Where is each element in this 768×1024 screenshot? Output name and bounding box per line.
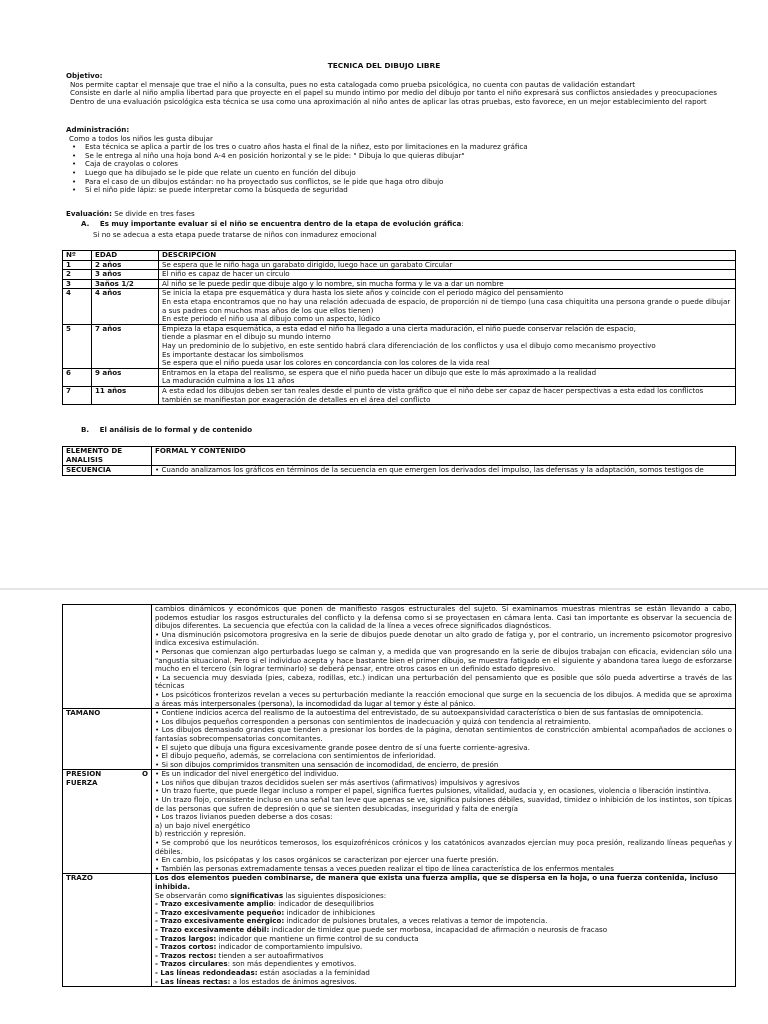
paragraph: cambios dinámicos y económicos que ponen de manifiesto rasgos estructurales del sujeto. Si examinamos muestras mientras se están llevando a cabo, podemos estudiar los rasgos estructurales del conflicto y la defensa como si se proyectasen en cámara lenta. Casi tan importante es observar la secuencia de dibujos diferentes. La secuencia que efectúa con la calidad de la línea a veces ofrece significados diagnósticos.: [155, 604, 732, 631]
definition: : son más dependientes y emotivos.: [227, 959, 357, 969]
list-item: • Caja de crayolas o colores: [85, 160, 736, 169]
label-text: FUERZA: [66, 777, 98, 787]
row-label-empty: [63, 605, 152, 709]
term: - Trazos largos:: [155, 933, 217, 943]
definition: indicador de comportamiento impulsivo.: [216, 942, 363, 952]
description-line: Se espera que el niño pueda usar los colores en concordancia con los colores de la vida real: [162, 358, 490, 368]
formal-table-continued: [62, 604, 736, 987]
row-content: [152, 709, 736, 770]
term: - Las líneas redondeadas:: [155, 967, 258, 977]
row-number: 6: [63, 368, 92, 386]
term: - Trazos cortos:: [155, 942, 217, 952]
definition: tienden a ser autoafirmativos: [216, 950, 324, 960]
row-label-trazo: TRAZO: [63, 874, 152, 987]
list-item: • Se le entrega al niño una hoja bond A-4 en posición horizontal y se le pide: " Dibuja lo que quieras dibujar": [85, 152, 736, 161]
table-row: [63, 270, 736, 280]
table-row: [63, 289, 736, 324]
description-line: Empieza la etapa esquemática, a esta edad el niño ha llegado a una cierta maduración, el niño puede conservar relación de espacio,: [162, 323, 636, 333]
objetivo-line: Nos permite captar el mensaje que trae el niño a la consulta, pues no esta catalogada como prueba psicológica, no cuenta con pautas de validación estandart: [70, 79, 636, 89]
definition: indicador de timidez que puede ser morbosa, incapacidad de afirmación o neurosis de fracaso: [269, 924, 608, 934]
definition: indicador de pulsiones brutales, a veces relativas a temor de impotencia.: [284, 916, 548, 926]
paragraph: • Un trazo flojo, consistente incluso en una señal tan leve que apenas se ve, significa pulsiones débiles, suavidad, timidez o inhibición de los instintos, son típicas de las personas que sufren de depresión o que se sienten desubicadas, inseguridad y falta de energía: [155, 795, 732, 813]
description-line: En esta etapa encontramos que no hay una relación adecuada de espacio, de proporción ni de tiempo (una casa chiquitita una persona grande o puede dibujar a sus padres con muchos mas años de los que ellos tienen): [162, 296, 731, 315]
col-header-descripcion: DESCRIPCION: [159, 251, 736, 261]
definition: indicador que mantiene un firme control de su conducta: [216, 933, 419, 943]
paragraph: • La secuencia muy desviada (pies, cabeza, rodillas, etc.) indican una perturbación del pensamiento que es posible que sólo pueda advertirse a través de las técnicas: [155, 672, 732, 691]
row-label-presion: [63, 770, 152, 874]
row-content: • Cuando analizamos los gráficos en términos de la secuencia en que emergen los derivados del impulso, las defensas y la adaptación, somos testigos de: [152, 466, 736, 476]
row-number: 1: [63, 260, 92, 270]
row-description: [159, 324, 736, 368]
row-age: 3años 1/2: [92, 279, 159, 289]
paragraph: • Contiene indicios acerca del realismo de la autoestima del entrevistado, de su autoexpansividad característica o bien de sus fantasías de omnipotencia.: [155, 708, 704, 718]
description-line: Al niño se le puede pedir que dibuje algo y lo nombre, sin mucha forma y le va a dar un nombre: [162, 278, 504, 288]
section-b-title: El análisis de lo formal y de contenido: [99, 425, 253, 434]
description-line: En este periodo el niño usa al dibujo como un aspecto, lúdico: [162, 314, 381, 324]
paragraph: • Los psicóticos fronterizos revelan a veces su perturbación mediante la reacción emocional que surge en la secuencia de los dibujos. A medida que se aproxima a áreas más interpersonales (persona), la incomodidad da lugar al temor y éste al pánico.: [155, 689, 732, 708]
table-row: [63, 770, 736, 874]
evaluacion-text: Se divide en tres fases: [111, 209, 195, 218]
row-label-tamano: TAMAÑO: [63, 709, 152, 770]
paragraph: • El sujeto que dibuja una figura excesivamente grande posee dentro de sí una fuerte corriente-agresiva.: [155, 742, 530, 752]
row-age: 3 años: [92, 270, 159, 280]
section-b-marker: B.: [81, 425, 90, 434]
table-header-row: [63, 251, 736, 261]
term: - Trazo excesivamente amplio: [155, 899, 274, 909]
paragraph: b) restricción y represión.: [155, 829, 246, 839]
label-text: PRESION: [66, 769, 102, 779]
section-a-note: Si no se adecua a esta etapa puede tratarse de niños con inmadurez emocional: [93, 230, 377, 239]
row-content: [152, 770, 736, 874]
objetivo-line: Dentro de una evaluación psicológica esta técnica se usa como una aproximación al niño antes de aplicar las otras pruebas, esto favorece, en un mejor establecimiento del raport: [70, 96, 707, 106]
row-number: 4: [63, 289, 92, 324]
row-description: [159, 270, 736, 280]
paragraph: • Es un indicador del nivel energético del individuo.: [155, 769, 339, 779]
row-number: 3: [63, 279, 92, 289]
paragraph: Los dos elementos pueden combinarse, de manera que exista una fuerza amplia, que se dispersa en la hoja, o una fuerza contenida, incluso inhibida.: [155, 873, 718, 891]
table-row: [63, 605, 736, 709]
term: - Trazo excesivamente pequeño:: [155, 907, 285, 917]
section-a-marker: A.: [81, 219, 90, 228]
paragraph: • En cambio, los psicópatas y los casos orgánicos se caracterizan por ejercer una fuerte presión.: [155, 855, 499, 865]
term: - Trazos rectos:: [155, 950, 217, 960]
administracion-section: [66, 126, 736, 195]
paragraph: • Los dibujos demasiado grandes que tienden a presionar los bordes de la página, denotan sentimientos de constricción ambiental acompañados de acciones o fantasías sobrecompensatorias concomitantes.: [155, 725, 732, 743]
objetivo-section: [66, 72, 736, 106]
description-line: Entramos en la etapa del realismo, se espera que el niño pueda hacer un dibujo que este lo más aproximado a la realidad: [162, 367, 597, 377]
paragraph: • Los dibujos pequeños corresponden a personas con sentimientos de inadecuación y quizá con tendencia al retraimiento.: [155, 716, 591, 726]
row-description: [159, 368, 736, 386]
list-item: • Esta técnica se aplica a partir de los tres o cuatro años hasta el final de la niñez, esto por limitaciones en la madurez gráfica: [85, 143, 736, 152]
document-title: TECNICA DEL DIBUJO LIBRE: [327, 61, 441, 70]
evaluacion-line: [66, 210, 736, 219]
formal-table: [62, 446, 736, 476]
paragraph: • Si son dibujos comprimidos transmiten una sensación de incomodidad, de encierro, de presión: [155, 759, 499, 769]
table-header-row: [63, 447, 736, 466]
list-item: [155, 978, 732, 987]
paragraph: • Los trazos livianos pueden deberse a dos cosas:: [155, 812, 333, 822]
list-item: • Luego que ha dibujado se le pide que relate un cuento en función del dibujo: [85, 169, 736, 178]
table-row: [63, 324, 736, 368]
row-number: 5: [63, 324, 92, 368]
term: - Trazo excesivamente débil:: [155, 924, 270, 934]
administracion-intro: Como a todos los niños les gusta dibujar: [69, 133, 213, 143]
label-text: O: [141, 769, 148, 779]
row-age: 9 años: [92, 368, 159, 386]
table-row: [63, 709, 736, 770]
paragraph: • El dibujo pequeño, además, se correlaciona con sentimientos de inferioridad.: [155, 751, 436, 761]
description-line: La maduración culmina a los 11 años: [162, 376, 295, 386]
row-age: 7 años: [92, 324, 159, 368]
table-row: [63, 386, 736, 404]
definition: a los estados de ánimos agresivos.: [230, 976, 357, 986]
row-age: 2 años: [92, 260, 159, 270]
administracion-list: [66, 143, 736, 195]
list-item: • Si el niño pide lápiz: se puede interpretar como la búsqueda de seguridad: [85, 186, 736, 195]
col-header-formal: FORMAL Y CONTENIDO: [152, 447, 736, 466]
row-label-secuencia: SECUENCIA: [63, 466, 152, 476]
row-content: [152, 605, 736, 709]
paragraph: • Personas que comienzan algo perturbadas luego se calman y, a medida que van progresando en la serie de dibujos trabajan con eficacia, evidencian sólo una "angustia situacional. Pero si el individuo acepta y hace bastante bien el primer dibujo, se muestra fatigado en el siguiente y abandona tarea luego de esforzarse mucho en el tercero (sin lograr terminarlo) se deberá pensar, entre otros casos en un definido estado depresivo.: [155, 646, 732, 674]
row-description: [159, 289, 736, 324]
table-row: [63, 368, 736, 386]
paragraph: • También las personas extremadamente tensas a veces pueden realizar el tipo de línea característica de los enfermos mentales: [155, 863, 614, 873]
paragraph: • Una disminución psicomotora progresiva en la serie de dibujos puede denotar un alto grado de fatiga y, por el contrario, un incremento psicomotor progresivo indica excesiva estimulación.: [155, 629, 732, 648]
col-header-elemento: ELEMENTO DE ANALISIS: [63, 447, 152, 466]
description-line: tiende a plasmar en el dibujo su mundo interno: [162, 332, 331, 342]
objetivo-label: Objetivo:: [66, 71, 103, 80]
description-line: Hay un predominio de lo subjetivo, en este sentido habrá clara diferenciación de los conflictos y usa el dibujo como mecanismo proyectivo: [162, 340, 656, 350]
definition: indicador de inhibiciones: [284, 907, 375, 917]
term: - Trazo excesivamente enérgico:: [155, 916, 285, 926]
row-number: 7: [63, 386, 92, 404]
evaluacion-label: Evaluación:: [66, 209, 112, 218]
col-header-n: Nº: [63, 251, 92, 261]
definition: : indicador de desequilibrios: [273, 899, 374, 909]
section-b-heading: [81, 426, 252, 435]
row-content: [152, 874, 736, 987]
term: - Trazos circulares: [155, 959, 228, 969]
list-item: • Para el caso de un dibujos estándar: no ha proyectado sus conflictos, se le pide que haga otro dibujo: [85, 178, 736, 187]
table-row: [63, 874, 736, 987]
stage-table: [62, 250, 736, 405]
description-line: Es importante destacar los simbolismos: [162, 349, 304, 359]
section-a-colon: :: [461, 219, 464, 228]
section-a-title: Es muy importante evaluar si el niño se encuentra dentro de la etapa de evolución gráfica: [99, 219, 462, 228]
description-line: A esta edad los dibujos deben ser tan reales desde el punto de vista gráfico que el niño debe ser capaz de hacer perspectivas a esta edad los conflictos también se manifiestan por exageración de detalles en el área del conflicto: [162, 385, 704, 404]
row-description: [159, 386, 736, 404]
description-line: Se espera que le niño haga un garabato dirigido, luego hace un garabato Circular: [162, 259, 453, 269]
row-age: 11 años: [92, 386, 159, 404]
paragraph: • Los niños que dibujan trazos decididos suelen ser más asertivos (afirmativos) impulsivos y agresivos: [155, 777, 520, 787]
section-a-heading: [81, 220, 741, 229]
term: - Las líneas rectas:: [155, 976, 231, 986]
description-line: El niño es capaz de hacer un círculo: [162, 269, 290, 279]
text-span: significativas: [230, 890, 284, 900]
paragraph: • Se comprobó que los neuróticos temerosos, los esquizofrénicos crónicos y los catatónicos avanzados ejercían muy poca presión, realizando líneas pequeñas y débiles.: [155, 838, 732, 856]
row-number: 2: [63, 270, 92, 280]
text-span: Se observarán como: [155, 890, 231, 900]
administracion-label: Administración:: [66, 125, 130, 134]
definition: están asociadas a la feminidad: [257, 967, 370, 977]
row-age: 4 años: [92, 289, 159, 324]
paragraph: a) un bajo nivel energético: [155, 820, 251, 830]
text-span: las siguientes disposiciones:: [283, 890, 387, 900]
paragraph: • Un trazo fuerte, que puede llegar incluso a romper el papel, significa fuertes pulsiones, vitalidad, audacia y, en ocasiones, violencia o liberación instintiva.: [155, 786, 711, 796]
table-row: [63, 466, 736, 476]
objetivo-line: Consiste en darle al niño amplia libertad para que proyecte en el papel su mundo intimo por medio del dibujo por tanto el niño expresará sus conflictos ansiedades y preocupaciones: [70, 88, 717, 98]
description-line: Se inicia la etapa pre esquemática y dura hasta los siete años y coincide con el periodo mágico del pensamiento: [162, 288, 564, 298]
col-header-edad: EDAD: [92, 251, 159, 261]
